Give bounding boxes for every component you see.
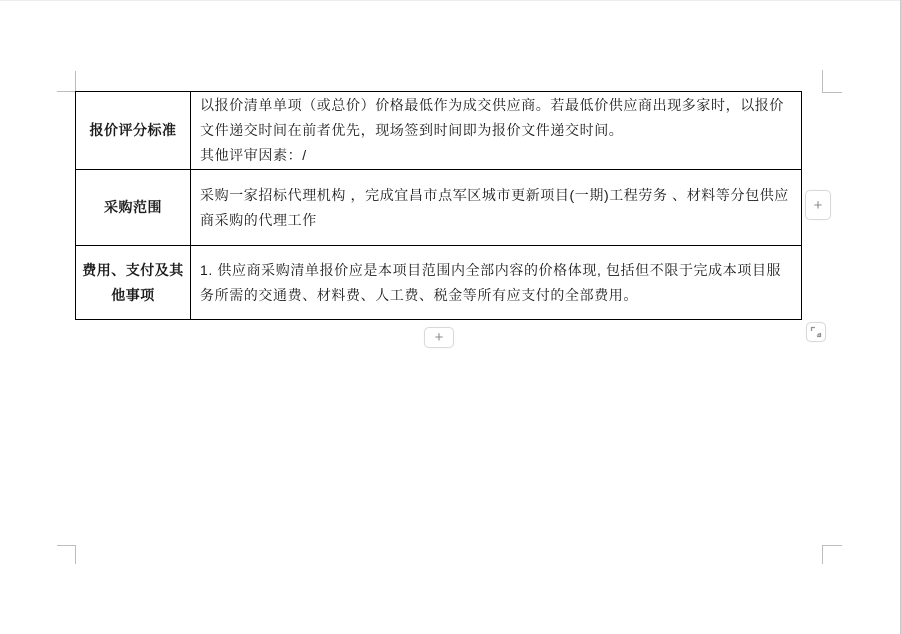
table-row: [76, 170, 802, 246]
add-column-button[interactable]: [805, 190, 831, 220]
row-header-cell[interactable]: 报价评分标准: [76, 92, 191, 170]
margin-mark-top-right: [822, 70, 842, 93]
margin-mark-bottom-right: [822, 545, 842, 564]
row-header-cell[interactable]: 费用、支付及其他事项: [76, 246, 191, 320]
procurement-info-table: [75, 91, 802, 320]
row-content-cell[interactable]: [191, 92, 802, 170]
plus-icon: +: [813, 196, 823, 214]
row-content-cell[interactable]: [191, 170, 802, 246]
row-header-cell[interactable]: 采购范围: [76, 170, 191, 246]
margin-mark-top-left: [57, 71, 76, 92]
table-resize-handle[interactable]: [806, 322, 826, 342]
margin-mark-bottom-left: [57, 545, 76, 564]
add-row-button[interactable]: [424, 327, 454, 348]
content-paragraph: 以报价清单单项（或总价）价格最低作为成交供应商。若最低价供应商出现多家时，以报价文件递交时间在前者优先，现场签到时间即为报价文件递交时间。: [200, 97, 784, 138]
content-paragraph: 1. 供应商采购清单报价应是本项目范围内全部内容的价格体现, 包括但不限于完成本项目服务所需的交通费、材料费、人工费、税金等所有应支付的全部费用。: [200, 261, 782, 303]
resize-diagonal-icon: [810, 326, 822, 338]
content-paragraph: 采购一家招标代理机构 ，完成宜昌市点军区城市更新项目(一期)工程劳务 、材料等分包供应商采购的代理工作: [200, 186, 789, 228]
table-row: [76, 246, 802, 320]
table-row: [76, 92, 802, 170]
content-paragraph: 其他评审因素：/: [200, 147, 307, 163]
plus-icon: +: [434, 329, 444, 346]
page-top-edge: [0, 0, 901, 1]
row-content-cell[interactable]: [191, 246, 802, 320]
